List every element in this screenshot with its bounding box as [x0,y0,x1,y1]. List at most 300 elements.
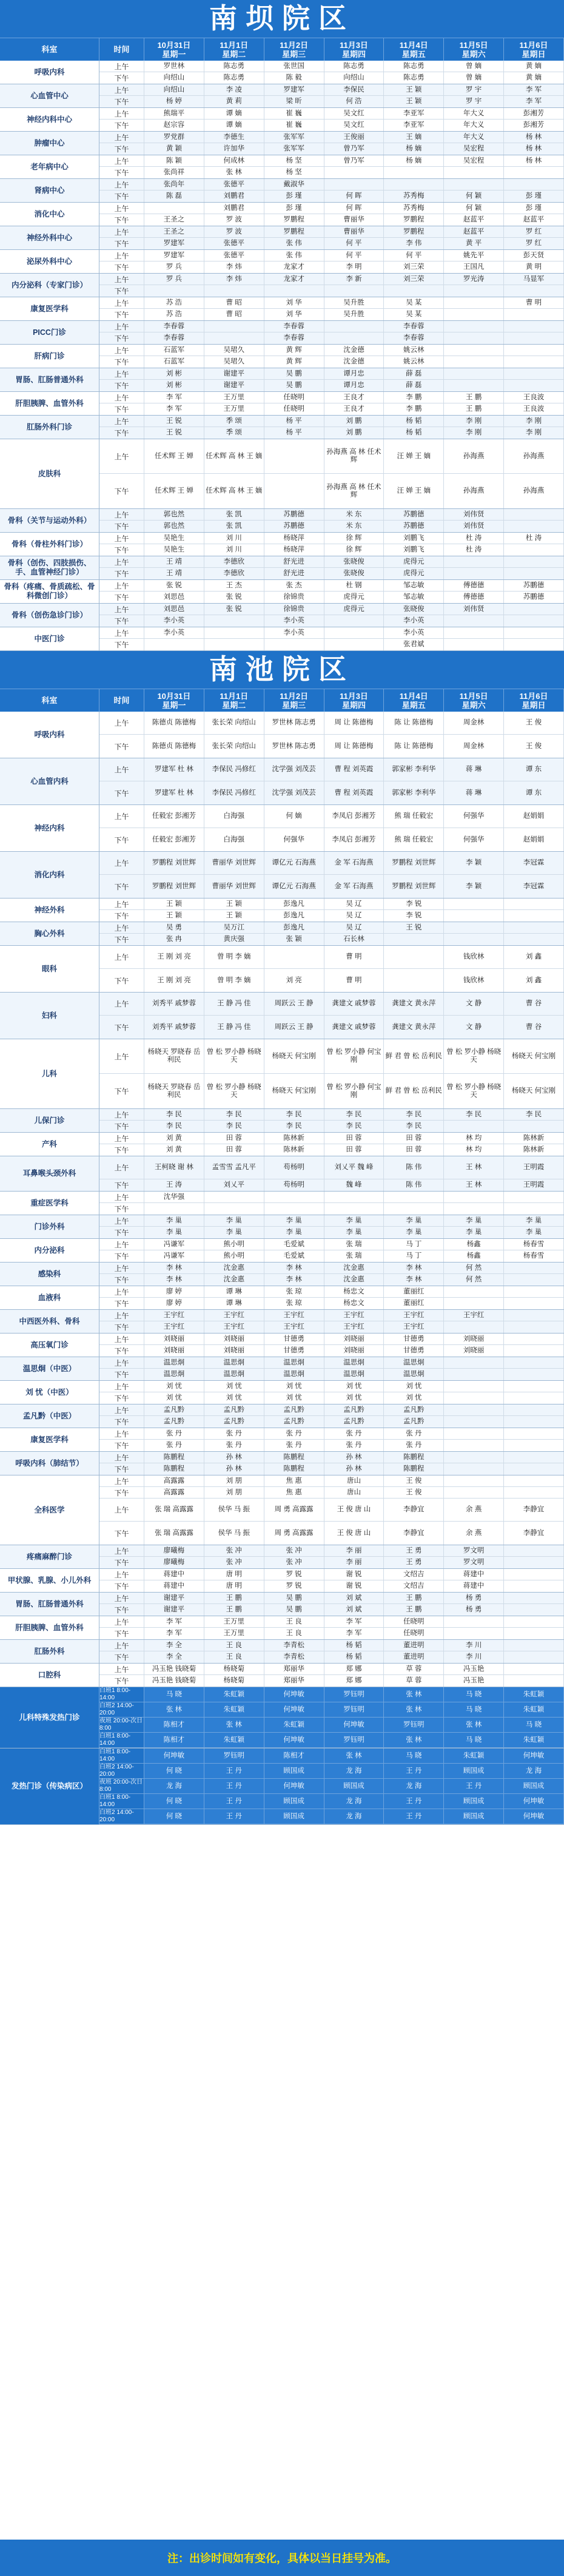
session-label: 下午 [99,1121,144,1132]
doctor-cell: 魏 峰 [324,1179,384,1191]
dept-name: 胃肠、肛肠普通外科 [0,1593,99,1616]
dept-block [0,274,564,297]
doctor-cell: 黄 莉 [204,96,264,107]
session-group [99,1156,564,1191]
weekday-label: 星期三 [282,700,306,710]
doctor-cell: 曹 明 [504,297,564,308]
doctor-cell [444,627,504,638]
doctor-cell: 李 新 [324,274,384,285]
doctor-cell: 顾国成 [444,1809,504,1824]
doctor-cell: 李 林 [264,1263,324,1273]
session-group [99,1215,564,1238]
session-label: 白班1 8:00-14:00 [99,1733,144,1747]
session-row [99,1733,564,1748]
doctor-cell: 李 民 [204,1109,264,1120]
doctor-cell [444,1452,504,1463]
doctor-cell: 张 丹 [384,1428,444,1439]
session-label: 上午 [99,1263,144,1273]
session-label: 下午 [99,309,144,320]
doctor-cell: 杨 平 [264,416,324,427]
doctor-cell: 何坤敏 [264,1702,324,1717]
session-label: 白班2 14:00-20:00 [99,1764,144,1778]
session-label: 下午 [99,380,144,391]
doctor-cell: 王 颖 [204,910,264,922]
session-row [99,474,564,508]
doctor-cell [504,321,564,332]
doctor-cell [504,899,564,909]
doctor-cell: 刘 彬 [144,368,204,379]
doctor-cell: 杨 林 [504,132,564,143]
doctor-cell: 王 俊 唐 山 [324,1499,384,1521]
doctor-cell: 张 丹 [144,1428,204,1439]
doctor-cell: 龙 海 [384,1779,444,1793]
doctor-cell: 张 林 [204,167,264,178]
doctor-cell: 李德生 [204,132,264,143]
doctor-cell: 李 军 [504,84,564,95]
session-row [99,1475,564,1487]
doctor-cell: 沈华强 [144,1192,204,1202]
doctor-cell: 李 颖 [444,852,504,874]
session-label: 上午 [99,712,144,734]
dept-name: 老年病中心 [0,155,99,178]
session-label: 上午 [99,1404,144,1415]
doctor-cell: 杨 林 [504,143,564,155]
session-row [99,261,564,273]
session-label: 下午 [99,910,144,922]
dept-block [0,805,564,852]
doctor-cell: 黄 嫡 [504,72,564,84]
doctor-cell: 马 晓 [384,1748,444,1763]
doctor-cell: 刘思邑 [144,604,204,615]
doctor-cell: 马 晓 [444,1733,504,1747]
doctor-cell: 罗鹏程 [384,214,444,226]
session-label: 白班1 8:00-14:00 [99,1748,144,1763]
dept-name: 疼痛麻醉门诊 [0,1545,99,1568]
doctor-cell [504,1616,564,1627]
doctor-cell: 李春蓉 [144,321,204,332]
doctor-cell: 刘伟贤 [444,604,504,615]
session-group [99,250,564,273]
session-row [99,1440,564,1451]
session-group [99,1192,564,1215]
doctor-cell: 顾国成 [264,1794,324,1809]
session-row [99,297,564,309]
session-group [99,712,564,758]
session-row [99,380,564,391]
doctor-cell: 彭逸凡 [264,910,324,922]
session-label: 上午 [99,1640,144,1651]
session-row [99,922,564,934]
doctor-cell: 刘晓丽 [444,1345,504,1357]
header-dept: 科室 [0,689,99,712]
doctor-cell: 米 东 [324,509,384,520]
dept-block [0,84,564,108]
doctor-cell: 傅德德 [444,580,504,591]
date-label: 11月4日 [399,40,428,50]
doctor-cell: 曹 谷 [504,993,564,1015]
doctor-cell: 李 刚 [504,416,564,427]
session-row [99,1545,564,1557]
dept-block [0,1404,564,1428]
dept-block [0,1263,564,1286]
doctor-cell: 焦 惠 [264,1487,324,1498]
doctor-cell: 龙 海 [324,1809,384,1824]
doctor-cell: 张 林 [324,1748,384,1763]
doctor-cell: 张 丹 [264,1428,324,1439]
date-label: 11月2日 [280,691,309,701]
doctor-cell: 罗 波 [204,226,264,237]
doctor-cell: 文绍吉 [384,1580,444,1592]
special-clinic-table [0,1687,564,1825]
doctor-cell: 何 颖 [444,203,504,214]
session-row [99,1675,564,1687]
doctor-cell: 姚云林 [384,356,444,368]
doctor-cell: 陈德贞 陈德梅 [144,712,204,734]
doctor-cell: 杨晓天 罗晓春 岳利民 [144,1039,204,1073]
doctor-cell: 李 军 [144,1628,204,1639]
doctor-cell: 张德平 [204,179,264,190]
session-label: 下午 [99,332,144,344]
header-date [504,38,564,61]
session-label: 上午 [99,250,144,261]
session-label: 白班2 14:00-20:00 [99,1702,144,1717]
doctor-cell: 邹志敏 [384,592,444,603]
doctor-cell: 曾 松 罗小静 杨晓天 [444,1039,504,1073]
doctor-cell: 鲜 君 曾 松 岳利民 [384,1039,444,1073]
doctor-cell [204,639,264,650]
session-label: 上午 [99,805,144,828]
session-group [99,805,564,851]
doctor-cell: 李 巢 [384,1227,444,1238]
doctor-cell: 杜 涛 [444,544,504,556]
doctor-cell: 罗世林 [144,61,204,72]
doctor-cell [504,332,564,344]
session-label: 上午 [99,1310,144,1321]
dept-block [0,556,564,580]
doctor-cell: 沈金惠 [204,1263,264,1273]
doctor-cell: 吴艳生 [144,544,204,556]
doctor-cell: 陈德贞 陈德梅 [144,735,204,758]
session-row [99,969,564,992]
doctor-cell [504,1675,564,1687]
doctor-cell: 苏鹏德 [264,509,324,520]
doctor-cell [444,1475,504,1486]
header-date [264,38,324,61]
doctor-cell [204,615,264,627]
dept-name: 内分泌科（专家门诊） [0,274,99,297]
doctor-cell: 王 俊 [504,735,564,758]
doctor-cell [504,1121,564,1132]
session-row [99,556,564,568]
doctor-cell: 张 丹 [144,1440,204,1451]
doctor-cell: 孙海燕 [444,439,504,473]
session-label: 白班1 8:00-14:00 [99,1687,144,1702]
doctor-cell: 甘德勇 [384,1345,444,1357]
doctor-cell: 刘 忧 [264,1392,324,1404]
dept-name: 感染科 [0,1263,99,1286]
session-row [99,1628,564,1639]
doctor-cell: 张 瑞 [324,1239,384,1250]
doctor-cell: 薛 磊 [384,368,444,379]
doctor-cell: 吴 勇 [144,922,204,933]
doctor-cell: 许加华 [204,143,264,155]
doctor-cell: 刘 忧 [324,1392,384,1404]
session-group [99,203,564,226]
doctor-cell: 王明霞 [504,1179,564,1191]
session-group [99,1109,564,1132]
doctor-cell: 李 民 [264,1109,324,1120]
dept-block [0,1381,564,1404]
session-label: 上午 [99,392,144,403]
session-label: 上午 [99,1215,144,1226]
session-group [99,1687,564,1748]
doctor-cell: 苟杨明 [264,1179,324,1191]
session-row [99,852,564,875]
session-row [99,627,564,639]
doctor-cell: 刘 川 [204,544,264,556]
doctor-cell: 刘 川 [204,533,264,544]
doctor-cell: 王良波 [504,392,564,403]
session-label: 下午 [99,781,144,804]
dept-name: 肿瘤中心 [0,132,99,155]
doctor-cell [444,285,504,297]
session-group [99,1748,564,1824]
session-group [99,556,564,579]
session-group [99,1545,564,1568]
doctor-cell: 杨 婷 [144,96,204,107]
session-row [99,321,564,332]
doctor-cell: 吴 鹏 [264,1604,324,1616]
doctor-cell [444,1369,504,1380]
doctor-cell: 王 颖 [384,96,444,107]
dept-block [0,1156,564,1192]
session-row [99,568,564,579]
date-label: 11月3日 [339,40,368,50]
doctor-cell: 李保民 冯修红 [204,758,264,781]
session-row [99,1764,564,1779]
session-label: 下午 [99,261,144,273]
doctor-cell: 毛爱斌 [264,1250,324,1262]
doctor-cell: 曾 明 李 嫡 [204,969,264,992]
doctor-cell: 张 林 [384,1733,444,1747]
session-group [99,580,564,603]
doctor-cell: 田 蓉 [384,1144,444,1156]
dept-block [0,1039,564,1109]
session-label: 上午 [99,226,144,237]
dept-name: 甲状腺、乳腺、小儿外科 [0,1569,99,1592]
doctor-cell: 谭 东 [504,758,564,781]
doctor-cell: 李 民 [204,1121,264,1132]
doctor-cell: 吴珺久 [204,356,264,368]
session-row [99,1664,564,1675]
doctor-cell: 谭亿元 石海燕 [264,875,324,898]
doctor-cell: 崔 巍 [264,120,324,131]
doctor-cell: 陈 磊 [144,191,204,202]
session-row [99,1133,564,1144]
doctor-cell: 周 勇 高露露 [264,1522,324,1545]
dept-block [0,345,564,368]
doctor-cell: 董进明 [384,1651,444,1663]
doctor-cell: 龚建文 黄永萍 [384,1016,444,1039]
session-label: 上午 [99,1452,144,1463]
dept-name: 神经外科 [0,899,99,922]
doctor-cell [144,203,204,214]
dept-name: 骨科（骨柱外科门诊） [0,533,99,556]
doctor-cell: 张 丹 [324,1440,384,1451]
dept-block [0,922,564,946]
session-label: 下午 [99,474,144,508]
session-row [99,1687,564,1702]
doctor-cell: 吴 鹏 [264,1593,324,1603]
doctor-cell: 曹 程 刘英霞 [324,758,384,781]
dept-name: 门诊外科 [0,1215,99,1238]
doctor-cell: 李 巢 [144,1215,204,1226]
dept-name: 泌尿外科中心 [0,250,99,273]
doctor-cell: 温思炯 [384,1369,444,1380]
doctor-cell: 王圣之 [144,226,204,237]
doctor-cell: 吴升胜 [324,309,384,320]
doctor-cell: 曹 明 [324,969,384,992]
doctor-cell [324,321,384,332]
doctor-cell: 李小英 [144,615,204,627]
doctor-cell: 曾乃军 [324,155,384,166]
doctor-cell [444,179,504,190]
doctor-cell: 周 勇 高露露 [264,1499,324,1521]
doctor-cell [324,639,384,650]
doctor-cell: 刘晓丽 [204,1334,264,1344]
doctor-cell [504,1428,564,1439]
session-group [99,758,564,804]
doctor-cell [264,1192,324,1202]
dept-name: 呼吸内科 [0,712,99,758]
session-row [99,1274,564,1286]
doctor-cell: 王 俊 [384,1487,444,1498]
doctor-cell: 龙 海 [504,1764,564,1778]
doctor-cell: 刘 忧 [384,1381,444,1392]
session-row [99,1604,564,1616]
doctor-cell: 黄 颖 [144,143,204,155]
doctor-cell: 孙海燕 高 林 任术辉 [324,439,384,473]
doctor-cell: 彭 瑾 [504,203,564,214]
doctor-cell: 沈金惠 [204,1274,264,1286]
doctor-cell: 刘 忧 [144,1392,204,1404]
doctor-cell: 刘 黄 [144,1133,204,1144]
doctor-cell: 杨 坚 [264,155,324,166]
doctor-cell: 石长林 [324,934,384,945]
session-row [99,910,564,922]
session-group [99,274,564,297]
session-group [99,1286,564,1309]
session-label: 下午 [99,285,144,297]
doctor-cell: 杨晓天 何宝刚 [264,1074,324,1108]
doctor-cell: 舒光进 [264,556,324,567]
session-group [99,533,564,556]
dept-block [0,604,564,627]
doctor-cell: 王 鹏 [384,1593,444,1603]
doctor-cell: 谭 东 [504,781,564,804]
doctor-cell: 熊小明 [204,1239,264,1250]
doctor-cell: 陈林新 [504,1144,564,1156]
session-group [99,1310,564,1333]
doctor-cell [504,1334,564,1344]
session-row [99,592,564,603]
doctor-cell: 何 晖 [324,191,384,202]
session-row [99,427,564,439]
dept-name: 妇科 [0,993,99,1039]
dept-block [0,250,564,274]
doctor-cell: 廖 婷 [144,1298,204,1309]
doctor-cell [384,167,444,178]
doctor-cell: 朱虹颖 [444,1748,504,1763]
doctor-cell: 罗鹏程 刘世辉 [144,875,204,898]
doctor-cell: 周跃云 王 静 [264,993,324,1015]
doctor-cell: 曾 松 罗小静 杨晓天 [444,1074,504,1108]
doctor-cell: 王宇红 [204,1321,264,1333]
doctor-cell: 刘秀平 戚梦蓉 [144,1016,204,1039]
doctor-cell: 刘秀平 戚梦蓉 [144,993,204,1015]
dept-block [0,509,564,533]
doctor-cell: 董丽红 [384,1298,444,1309]
session-group [99,84,564,107]
doctor-cell: 王 俊 [504,712,564,734]
doctor-cell: 李 巢 [204,1227,264,1238]
doctor-cell: 王 丹 [204,1809,264,1824]
session-row [99,1179,564,1191]
doctor-cell: 龙 海 [324,1764,384,1778]
doctor-cell: 姚云林 [384,345,444,356]
doctor-cell: 谢建平 [144,1593,204,1603]
doctor-cell [444,1392,504,1404]
doctor-cell: 刘 忧 [204,1392,264,1404]
doctor-cell: 李春蓉 [264,332,324,344]
session-group [99,627,564,650]
doctor-cell: 王 颖 [144,899,204,909]
doctor-cell [444,1628,504,1639]
doctor-cell: 刘 鹏 [324,427,384,439]
doctor-cell: 刘三荣 [384,261,444,273]
doctor-cell: 田 蓉 [384,1133,444,1144]
doctor-cell: 李 刚 [444,416,504,427]
session-label: 上午 [99,416,144,427]
doctor-cell: 李青松 [264,1640,324,1651]
doctor-cell: 曹 谷 [504,1016,564,1039]
doctor-cell: 彭天贤 [504,250,564,261]
session-group [99,1133,564,1156]
session-label: 下午 [99,238,144,249]
doctor-cell: 罗文明 [444,1545,504,1556]
doctor-cell [504,544,564,556]
session-row [99,72,564,84]
session-label: 上午 [99,604,144,615]
dept-block [0,416,564,439]
session-row [99,946,564,969]
session-row [99,226,564,238]
doctor-cell: 焦 惠 [264,1475,324,1486]
doctor-cell: 王宇红 [444,1310,504,1321]
doctor-cell [504,1580,564,1592]
doctor-cell: 任毅宏 彭湘芳 [144,805,204,828]
session-row [99,1381,564,1392]
session-label: 上午 [99,509,144,520]
doctor-cell: 何 晖 [324,203,384,214]
doctor-cell: 温思炯 [144,1369,204,1380]
dept-name: 儿科 [0,1039,99,1108]
doctor-cell: 文 静 [444,1016,504,1039]
session-row [99,1463,564,1475]
doctor-cell: 李 巢 [444,1227,504,1238]
doctor-cell [504,1640,564,1651]
session-row [99,1557,564,1568]
